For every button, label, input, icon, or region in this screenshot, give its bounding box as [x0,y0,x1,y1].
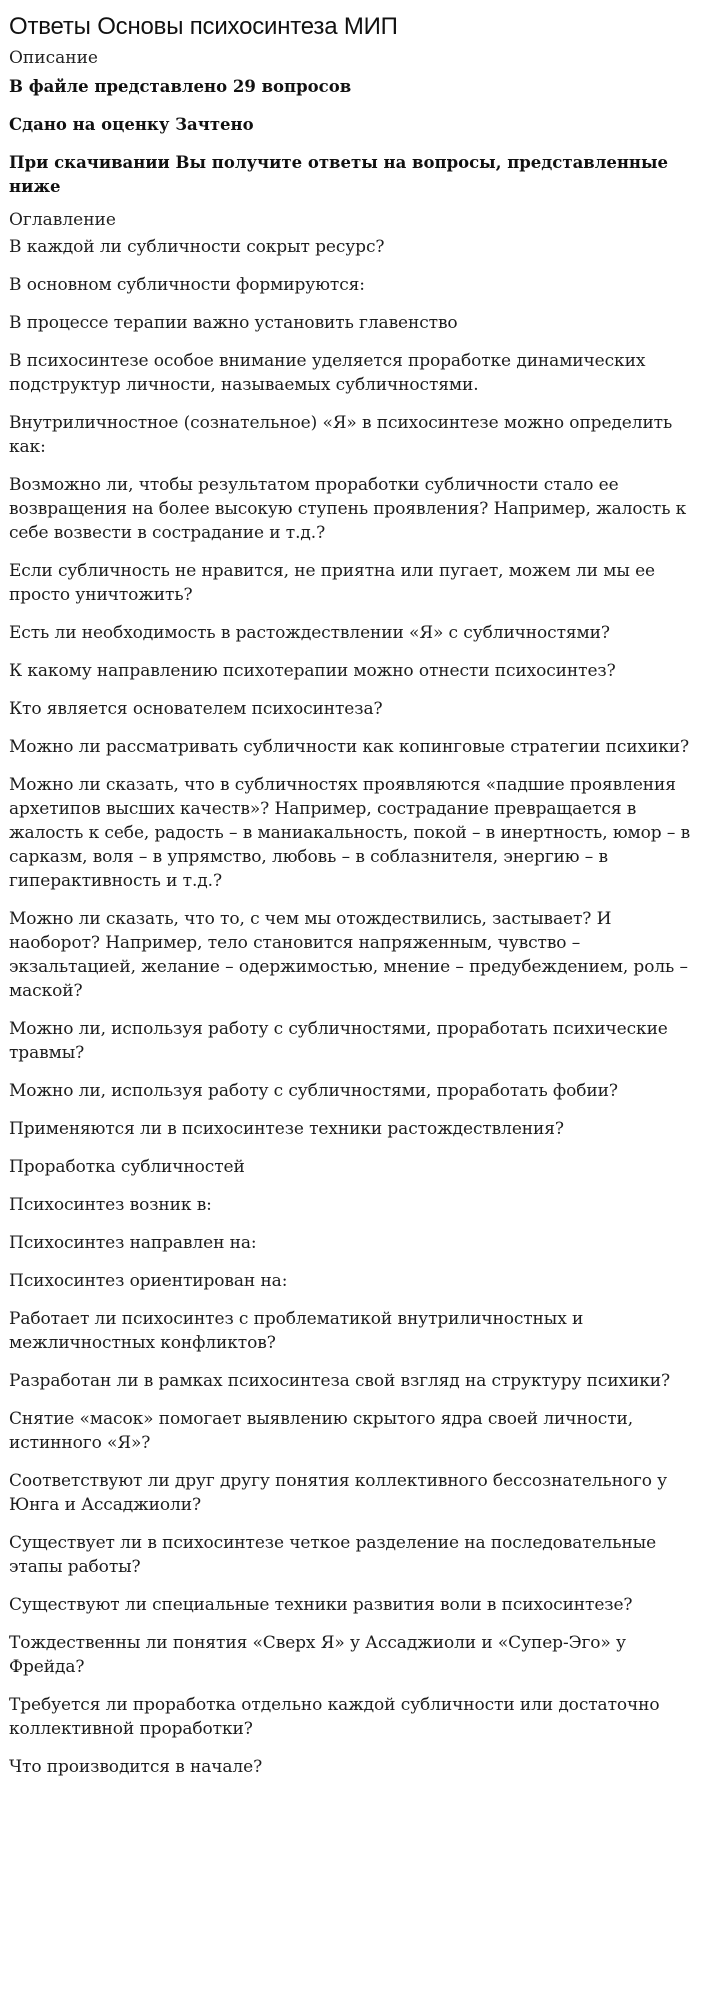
list-item: Можно ли сказать, что то, с чем мы отождествились, застывает? И наоборот? Например, тело становится напряженным, чувство – экзальтацией, желание – одержимостью, мнение – предубеждением, роль – маской? [9,909,688,1001]
page-title: Ответы Основы психосинтеза МИП [9,13,398,40]
list-item: Психосинтез направлен на: [9,1233,257,1253]
description-label: Описание [9,48,98,68]
list-item: Применяются ли в психосинтезе техники растождествления? [9,1119,564,1139]
list-item: Есть ли необходимость в растождествлении «Я» с субличностями? [9,623,610,643]
list-item: Что производится в начале? [9,1757,263,1777]
list-item: В психосинтезе особое внимание уделяется проработке динамических подструктур личности, называемых субличностями. [9,351,646,395]
list-item: Разработан ли в рамках психосинтеза свой взгляд на структуру психики? [9,1371,671,1391]
list-item: Психосинтез возник в: [9,1195,212,1215]
list-item: Можно ли сказать, что в субличностях проявляются «падшие проявления архетипов высших качеств»? Например, сострадание превращается в жалость к себе, радость – в маниакальность, покой – в инертность, юмор – в сарказм, воля – в упрямство, любовь – в соблазнителя, энергию – в гиперактивность и т.д.? [9,775,691,891]
list-item: Психосинтез ориентирован на: [9,1271,288,1291]
list-item: Снятие «масок» помогает выявлению скрытого ядра своей личности, истинного «Я»? [9,1409,634,1453]
list-item: Существуют ли специальные техники развития воли в психосинтезе? [9,1595,633,1615]
list-item: Соответствуют ли друг другу понятия коллективного бессознательного у Юнга и Ассаджиоли? [9,1471,668,1515]
list-item: Требуется ли проработка отдельно каждой субличности или достаточно коллективной проработки? [9,1695,660,1739]
list-item: В процессе терапии важно установить главенство [9,313,458,333]
list-item: Существует ли в психосинтезе четкое разделение на последовательные этапы работы? [9,1533,657,1577]
list-item: Проработка субличностей [9,1157,245,1177]
list-item: Возможно ли, чтобы результатом проработки субличности стало ее возвращения на более высокую ступень проявления? Например, жалость к себе возвести в сострадание и т.д.? [9,475,687,543]
list-item: Можно ли, используя работу с субличностями, проработать психические травмы? [9,1019,668,1063]
toc-label: Оглавление [9,210,116,230]
list-item: Можно ли, используя работу с субличностями, проработать фобии? [9,1081,618,1101]
question-count: В файле представлено 29 вопросов [9,77,352,96]
download-note: При скачивании Вы получите ответы на вопросы, представленные ниже [9,153,669,196]
list-item: К какому направлению психотерапии можно отнести психосинтез? [9,661,616,681]
list-item: Тождественны ли понятия «Сверх Я» у Ассаджиоли и «Супер-Эго» у Фрейда? [9,1633,626,1677]
list-item: Внутриличностное (сознательное) «Я» в психосинтезе можно определить как: [9,413,673,457]
list-item: Работает ли психосинтез с проблематикой внутриличностных и межличностных конфликтов? [9,1309,584,1353]
grade-status: Сдано на оценку Зачтено [9,115,254,134]
list-item: В каждой ли субличности сокрыт ресурс? [9,237,385,257]
list-item: Если субличность не нравится, не приятна или пугает, можем ли мы ее просто уничтожить? [9,561,655,605]
question-list [9,235,692,1779]
list-item: Кто является основателем психосинтеза? [9,699,383,719]
list-item: Можно ли рассматривать субличности как копинговые стратегии психики? [9,737,690,757]
list-item: В основном субличности формируются: [9,275,365,295]
